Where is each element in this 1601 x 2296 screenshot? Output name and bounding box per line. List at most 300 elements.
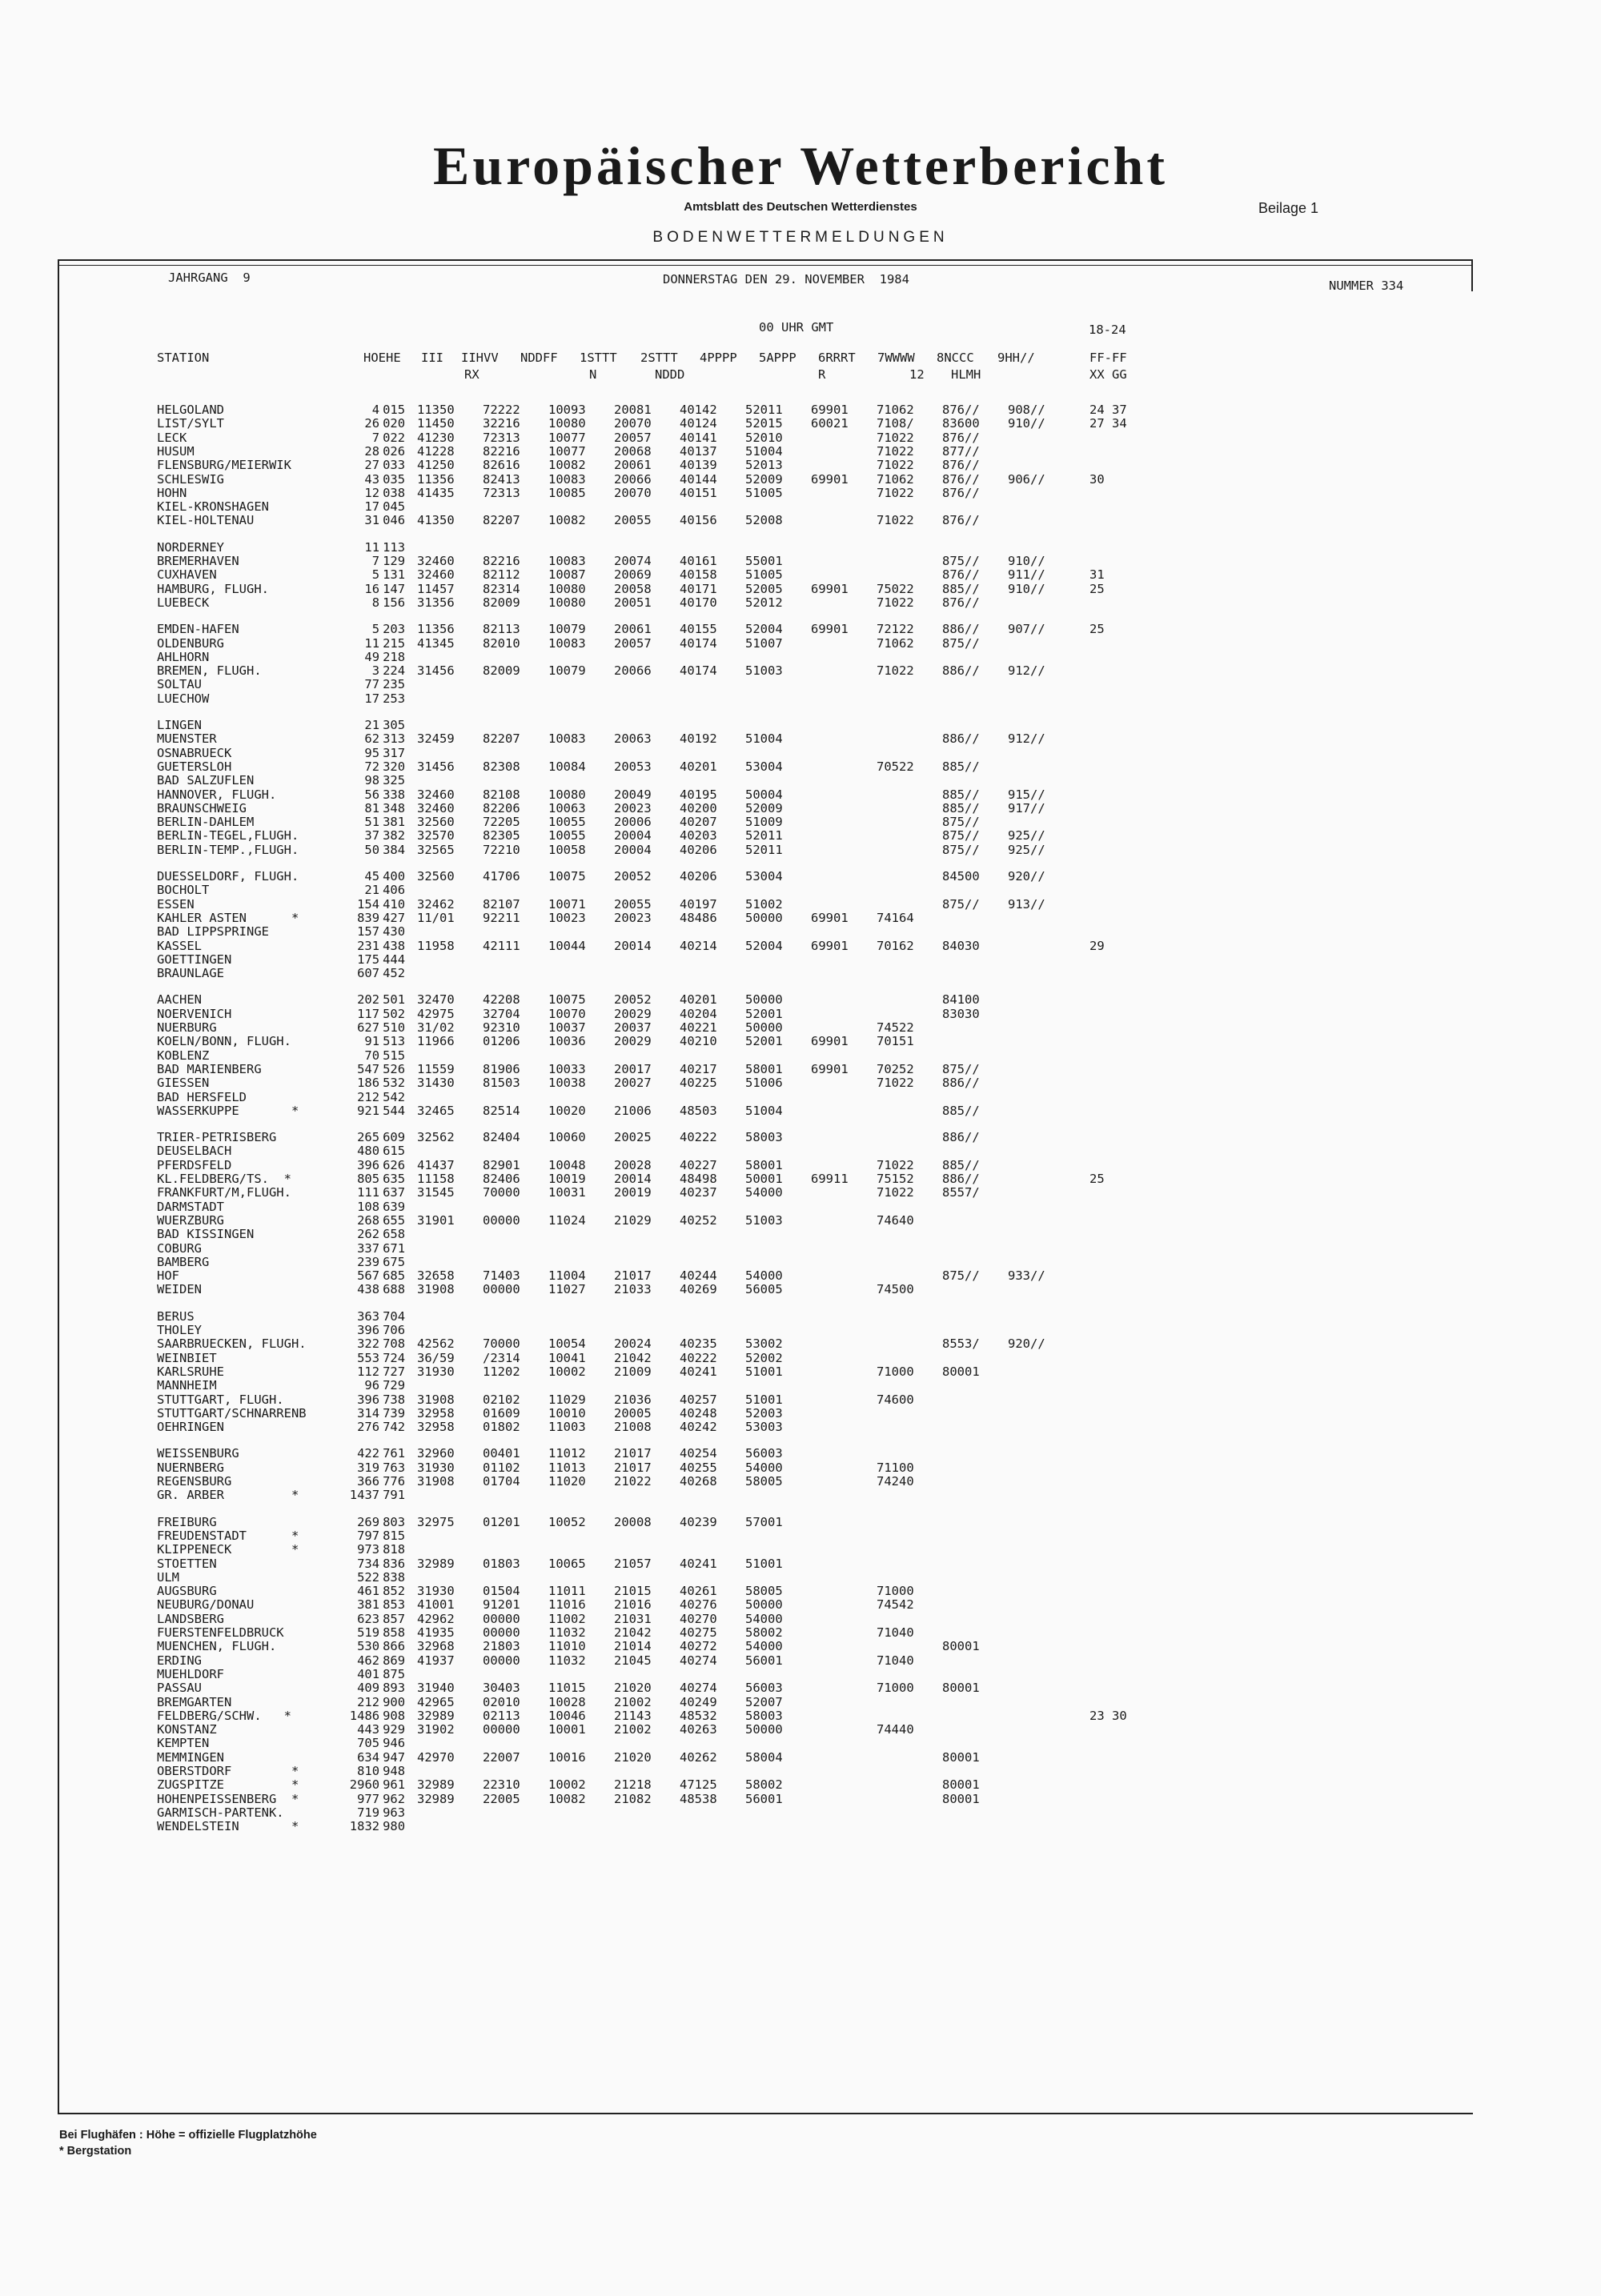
cell-col-10: 71022	[877, 443, 914, 459]
station-name: ESSEN	[157, 896, 195, 912]
cell-col-9: 69901	[811, 403, 849, 417]
cell-col-4: 21803	[483, 1639, 520, 1654]
cell-col-7: 40174	[680, 663, 717, 679]
cell-col-5: 10044	[548, 938, 586, 953]
cell-col-2: 035	[383, 471, 406, 487]
cell-col-5: 10048	[548, 1157, 586, 1172]
cell-col-8: 58003	[745, 1130, 783, 1145]
cell-col-10: 74240	[877, 1474, 914, 1489]
cell-col-10: 71062	[877, 471, 914, 487]
cell-col-3: 42962	[417, 1611, 455, 1626]
cell-col-12: 917//	[1008, 800, 1045, 815]
cell-col-2: 836	[383, 1556, 406, 1571]
cell-col-3: 31908	[417, 1392, 455, 1407]
cell-col-5: 10084	[548, 759, 586, 774]
station-name: OLDENBURG	[157, 635, 224, 651]
station-name: OBERSTDORF *	[157, 1764, 299, 1778]
cell-col-8: 52010	[745, 430, 783, 445]
cell-col-3: 32960	[417, 1446, 455, 1461]
cell-col-4: 82112	[483, 567, 520, 583]
cell-col-6: 21042	[614, 1625, 652, 1640]
station-name: ZUGSPITZE *	[157, 1777, 299, 1793]
cell-col-5: 10083	[548, 731, 586, 747]
cell-col-4: 72313	[483, 485, 520, 500]
cell-col-2: 615	[383, 1144, 406, 1159]
cell-col-1: 337	[357, 1240, 380, 1256]
cell-col-1: 17	[364, 691, 380, 706]
station-name: NOERVENICH	[157, 1006, 232, 1021]
cell-col-10: 74164	[877, 910, 914, 925]
station-name: HUSUM	[157, 443, 195, 459]
cell-col-7: 40274	[680, 1653, 717, 1668]
station-name: BERLIN-TEMP.,FLUGH.	[157, 842, 299, 857]
station-name: KARLSRUHE	[157, 1364, 224, 1379]
cell-col-7: 40124	[680, 416, 717, 431]
column-header: 2STTT	[640, 351, 678, 365]
cell-col-7: 40275	[680, 1625, 717, 1640]
cell-col-1: 11	[364, 635, 380, 651]
cell-col-12: 920//	[1008, 869, 1045, 884]
station-name: GR. ARBER *	[157, 1488, 299, 1503]
cell-col-10: 71022	[877, 595, 914, 610]
station-name: THOLEY	[157, 1323, 202, 1337]
cell-col-5: 10077	[548, 443, 586, 459]
cell-col-3: 32459	[417, 731, 455, 747]
cell-col-11: 875//	[942, 828, 980, 843]
cell-col-1: 805	[357, 1172, 380, 1186]
station-name: MANNHEIM	[157, 1378, 217, 1393]
cell-col-7: 40227	[680, 1157, 717, 1172]
cell-col-8: 51004	[745, 443, 783, 459]
cell-col-10: 74640	[877, 1212, 914, 1228]
station-name: WASSERKUPPE *	[157, 1103, 299, 1118]
cell-col-7: 40200	[680, 800, 717, 815]
cell-col-3: 32562	[417, 1130, 455, 1145]
cell-col-8: 50000	[745, 910, 783, 925]
cell-col-5: 10002	[548, 1364, 586, 1379]
cell-col-7: 40144	[680, 471, 717, 487]
cell-col-5: 10079	[548, 622, 586, 637]
cell-col-2: 929	[383, 1722, 406, 1737]
station-name: GARMISCH-PARTENK.	[157, 1805, 284, 1820]
station-name: NEUBURG/DONAU	[157, 1597, 255, 1613]
cell-col-1: 175	[357, 952, 380, 967]
cell-col-8: 52011	[745, 842, 783, 857]
cell-col-3: 41435	[417, 485, 455, 500]
cell-col-1: 70	[364, 1048, 380, 1063]
station-name: KOBLENZ	[157, 1048, 210, 1063]
cell-col-7: 40257	[680, 1392, 717, 1407]
cell-col-1: 519	[357, 1625, 380, 1640]
cell-col-3: 41230	[417, 430, 455, 445]
cell-col-7: 40235	[680, 1336, 717, 1352]
cell-col-6: 20055	[614, 513, 652, 528]
cell-col-8: 50000	[745, 1020, 783, 1035]
cell-col-12: 915//	[1008, 787, 1045, 802]
cell-col-3: 31930	[417, 1584, 455, 1599]
cell-col-10: 70162	[877, 938, 914, 953]
cell-col-10: 7108/	[877, 416, 914, 431]
cell-col-9: 69901	[811, 581, 849, 596]
cell-col-10: 75022	[877, 581, 914, 596]
cell-col-6: 21020	[614, 1681, 652, 1696]
cell-col-6: 20061	[614, 458, 652, 473]
cell-col-7: 40221	[680, 1020, 717, 1035]
cell-col-11: 885//	[942, 581, 980, 596]
cell-col-6: 20004	[614, 842, 652, 857]
cell-col-8: 52007	[745, 1694, 783, 1709]
station-name: FUERSTENFELDBRUCK	[157, 1625, 284, 1640]
cell-col-10: 74542	[877, 1597, 914, 1613]
cell-col-2: 706	[383, 1323, 406, 1337]
station-name: HOHN	[157, 485, 187, 500]
cell-col-1: 77	[364, 677, 380, 692]
cell-col-1: 977	[357, 1791, 380, 1806]
cell-col-2: 708	[383, 1336, 406, 1352]
cell-col-7: 40155	[680, 622, 717, 637]
station-name: NUERNBERG	[157, 1460, 224, 1475]
cell-col-4: 32216	[483, 416, 520, 431]
cell-col-2: 045	[383, 499, 406, 515]
cell-col-4: 30403	[483, 1681, 520, 1696]
cell-col-1: 401	[357, 1666, 380, 1681]
cell-col-5: 10075	[548, 869, 586, 884]
column-header: 1STTT	[580, 351, 617, 365]
station-name: WENDELSTEIN *	[157, 1819, 299, 1834]
cell-col-8: 56003	[745, 1681, 783, 1696]
cell-col-4: 00000	[483, 1722, 520, 1737]
cell-col-6: 20057	[614, 430, 652, 445]
cell-col-3: 42970	[417, 1749, 455, 1765]
cell-col-10: 71000	[877, 1681, 914, 1696]
cell-col-2: 609	[383, 1130, 406, 1145]
cell-col-1: 973	[357, 1542, 380, 1557]
cell-col-2: 948	[383, 1764, 406, 1778]
cell-col-11: 876//	[942, 485, 980, 500]
cell-col-1: 363	[357, 1308, 380, 1324]
cell-col-9: 69901	[811, 938, 849, 953]
cell-col-2: 015	[383, 403, 406, 417]
observation-time: 00 UHR GMT	[759, 320, 834, 335]
station-name: BRAUNSCHWEIG	[157, 800, 247, 815]
cell-col-10: 71022	[877, 458, 914, 473]
cell-col-1: 276	[357, 1420, 380, 1435]
station-name: AUGSBURG	[157, 1584, 217, 1599]
cell-col-3: 32470	[417, 992, 455, 1008]
cell-col-4: 72313	[483, 430, 520, 445]
cell-col-11: 80001	[942, 1791, 980, 1806]
cell-col-8: 50000	[745, 992, 783, 1008]
cell-col-2: 857	[383, 1611, 406, 1626]
cell-col-8: 51001	[745, 1392, 783, 1407]
cell-col-8: 58001	[745, 1157, 783, 1172]
cell-col-9: 69901	[811, 622, 849, 637]
cell-col-1: 396	[357, 1323, 380, 1337]
cell-col-2: 961	[383, 1777, 406, 1793]
cell-col-7: 48532	[680, 1708, 717, 1723]
cell-col-6: 21029	[614, 1212, 652, 1228]
cell-col-8: 52001	[745, 1034, 783, 1049]
cell-col-1: 5	[371, 567, 380, 583]
cell-col-5: 10080	[548, 595, 586, 610]
cell-col-11: 875//	[942, 1061, 980, 1076]
cell-col-6: 21082	[614, 1791, 652, 1806]
cell-col-3: 11158	[417, 1172, 455, 1186]
cell-col-1: 31	[364, 513, 380, 528]
cell-col-8: 58004	[745, 1749, 783, 1765]
cell-col-3: 31456	[417, 663, 455, 679]
cell-col-8: 50004	[745, 787, 783, 802]
cell-col-10: 72122	[877, 622, 914, 637]
cell-col-1: 623	[357, 1611, 380, 1626]
cell-col-7: 40137	[680, 443, 717, 459]
cell-col-6: 20019	[614, 1185, 652, 1200]
cell-col-2: 675	[383, 1254, 406, 1269]
frame-right-edge	[1471, 259, 1473, 291]
cell-col-6: 20074	[614, 554, 652, 568]
cell-col-5: 11003	[548, 1420, 586, 1435]
cell-col-10: 74500	[877, 1282, 914, 1297]
cell-col-4: 00401	[483, 1446, 520, 1461]
cell-col-7: 40156	[680, 513, 717, 528]
cell-col-12: 911//	[1008, 567, 1045, 583]
cell-col-6: 21143	[614, 1708, 652, 1723]
cell-col-8: 52011	[745, 828, 783, 843]
cell-col-4: 82413	[483, 471, 520, 487]
station-name: KOELN/BONN, FLUGH.	[157, 1034, 291, 1049]
page-subtitle: Amtsblatt des Deutschen Wetterdienstes	[684, 200, 917, 214]
cell-col-11: 886//	[942, 731, 980, 747]
station-name: STUTTGART/SCHNARRENB	[157, 1405, 307, 1420]
cell-col-9: 60021	[811, 416, 849, 431]
cell-col-1: 265	[357, 1130, 380, 1145]
cell-col-10: 74522	[877, 1020, 914, 1035]
cell-col-4: 70000	[483, 1336, 520, 1352]
cell-col-3: 32658	[417, 1268, 455, 1284]
station-name: REGENSBURG	[157, 1474, 232, 1489]
station-name: KL.FELDBERG/TS. *	[157, 1172, 291, 1186]
cell-col-11: 876//	[942, 567, 980, 583]
cell-col-12: 910//	[1008, 554, 1045, 568]
cell-col-8: 51004	[745, 1103, 783, 1118]
cell-col-10: 71000	[877, 1584, 914, 1599]
cell-col-4: 42208	[483, 992, 520, 1008]
cell-col-5: 10075	[548, 992, 586, 1008]
cell-col-5: 10080	[548, 787, 586, 802]
cell-col-11: 80001	[942, 1777, 980, 1793]
cell-col-10: 70151	[877, 1034, 914, 1049]
cell-col-4: 72210	[483, 842, 520, 857]
station-name: BAMBERG	[157, 1254, 210, 1269]
cell-col-6: 21033	[614, 1282, 652, 1297]
cell-col-1: 381	[357, 1597, 380, 1613]
cell-col-10: 71022	[877, 513, 914, 528]
cell-col-3: 32958	[417, 1405, 455, 1420]
cell-col-8: 52002	[745, 1350, 783, 1365]
station-name: LUEBECK	[157, 595, 210, 610]
cell-col-1: 268	[357, 1212, 380, 1228]
cell-col-3: 41250	[417, 458, 455, 473]
cell-col-2: 626	[383, 1157, 406, 1172]
station-name: LIST/SYLT	[157, 416, 224, 431]
cell-col-4: 82216	[483, 554, 520, 568]
cell-col-9: 69901	[811, 471, 849, 487]
cell-col-2: 444	[383, 952, 406, 967]
station-name: EMDEN-HAFEN	[157, 622, 239, 637]
cell-col-4: 00000	[483, 1212, 520, 1228]
cell-col-6: 20017	[614, 1061, 652, 1076]
cell-col-4: 01201	[483, 1514, 520, 1529]
cell-col-10: 74600	[877, 1392, 914, 1407]
cell-col-5: 10082	[548, 513, 586, 528]
cell-col-2: 305	[383, 718, 406, 732]
station-name: KEMPTEN	[157, 1736, 210, 1751]
cell-col-6: 21031	[614, 1611, 652, 1626]
cell-col-1: 553	[357, 1350, 380, 1365]
cell-col-11: 875//	[942, 635, 980, 651]
cell-col-11: 875//	[942, 815, 980, 830]
cell-col-4: 01802	[483, 1420, 520, 1435]
cell-col-3: 42965	[417, 1694, 455, 1709]
cell-col-3: 32560	[417, 815, 455, 830]
station-name: MUENCHEN, FLUGH.	[157, 1639, 277, 1654]
cell-col-2: 724	[383, 1350, 406, 1365]
cell-col-1: 396	[357, 1157, 380, 1172]
cell-col-2: 501	[383, 992, 406, 1008]
cell-col-6: 20028	[614, 1157, 652, 1172]
cell-col-7: 48498	[680, 1172, 717, 1186]
cell-col-2: 382	[383, 828, 406, 843]
cell-col-2: 635	[383, 1172, 406, 1186]
cell-col-3: 11450	[417, 416, 455, 431]
cell-col-6: 21057	[614, 1556, 652, 1571]
cell-col-13: 23 30	[1089, 1708, 1127, 1723]
station-name: BREMERHAVEN	[157, 554, 239, 568]
cell-col-7: 40206	[680, 869, 717, 884]
cell-col-6: 21002	[614, 1722, 652, 1737]
cell-col-5: 10055	[548, 815, 586, 830]
cell-col-1: 16	[364, 581, 380, 596]
cell-col-11: 84100	[942, 992, 980, 1008]
cell-col-4: 82901	[483, 1157, 520, 1172]
cell-col-3: 42562	[417, 1336, 455, 1352]
cell-col-1: 7	[371, 554, 380, 568]
cell-col-1: 705	[357, 1736, 380, 1751]
cell-col-2: 320	[383, 759, 406, 774]
cell-col-2: 544	[383, 1103, 406, 1118]
cell-col-7: 40255	[680, 1460, 717, 1475]
cell-col-3: 31930	[417, 1364, 455, 1379]
cell-col-11: 83030	[942, 1006, 980, 1021]
cell-col-7: 40195	[680, 787, 717, 802]
column-header: 8NCCC	[937, 351, 974, 365]
cell-col-2: 020	[383, 416, 406, 431]
section-title: BODENWETTERMELDUNGEN	[652, 229, 949, 246]
cell-col-12: 906//	[1008, 471, 1045, 487]
cell-col-6: 21022	[614, 1474, 652, 1489]
column-header: R	[818, 367, 826, 382]
column-header: 4PPPP	[700, 351, 737, 365]
cell-col-11: 876//	[942, 471, 980, 487]
cell-col-7: 40261	[680, 1584, 717, 1599]
cell-col-1: 239	[357, 1254, 380, 1269]
cell-col-2: 452	[383, 966, 406, 981]
cell-col-6: 20029	[614, 1034, 652, 1049]
page-title: Europäischer Wetterbericht	[432, 135, 1168, 196]
cell-col-5: 10002	[548, 1777, 586, 1793]
cell-col-5: 11002	[548, 1611, 586, 1626]
column-header: XX GG	[1089, 367, 1127, 382]
cell-col-6: 21014	[614, 1639, 652, 1654]
cell-col-9: 69911	[811, 1172, 849, 1186]
cell-col-8: 51005	[745, 485, 783, 500]
station-name: PFERDSFELD	[157, 1157, 232, 1172]
cell-col-2: 532	[383, 1076, 406, 1091]
cell-col-5: 10071	[548, 896, 586, 912]
cell-col-8: 52004	[745, 938, 783, 953]
cell-col-4: 82009	[483, 595, 520, 610]
cell-col-11: 886//	[942, 1172, 980, 1186]
column-header: HLMH	[951, 367, 981, 382]
cell-col-13: 25	[1089, 581, 1105, 596]
cell-col-4: 92211	[483, 910, 520, 925]
cell-col-3: 32975	[417, 1514, 455, 1529]
cell-col-7: 40272	[680, 1639, 717, 1654]
cell-col-5: 10020	[548, 1103, 586, 1118]
cell-col-6: 20057	[614, 635, 652, 651]
cell-col-3: 32462	[417, 896, 455, 912]
cell-col-4: 82406	[483, 1172, 520, 1186]
cell-col-7: 40270	[680, 1611, 717, 1626]
station-name: NUERBURG	[157, 1020, 217, 1035]
cell-col-10: 75152	[877, 1172, 914, 1186]
cell-col-4: 02113	[483, 1708, 520, 1723]
cell-col-6: 20051	[614, 595, 652, 610]
cell-col-3: 31356	[417, 595, 455, 610]
cell-col-6: 20069	[614, 567, 652, 583]
cell-col-1: 422	[357, 1446, 380, 1461]
cell-col-6: 20023	[614, 910, 652, 925]
cell-col-3: 32570	[417, 828, 455, 843]
cell-col-5: 11010	[548, 1639, 586, 1654]
cell-col-6: 20005	[614, 1405, 652, 1420]
cell-col-5: 10060	[548, 1130, 586, 1145]
cell-col-4: 91201	[483, 1597, 520, 1613]
cell-col-8: 55001	[745, 554, 783, 568]
cell-col-11: 80001	[942, 1749, 980, 1765]
station-name: BAD LIPPSPRINGE	[157, 924, 269, 940]
cell-col-4: 82010	[483, 635, 520, 651]
cell-col-11: 80001	[942, 1364, 980, 1379]
cell-col-1: 839	[357, 910, 380, 925]
station-name: PASSAU	[157, 1681, 202, 1696]
cell-col-4: 92310	[483, 1020, 520, 1035]
cell-col-6: 20004	[614, 828, 652, 843]
cell-col-4: 82207	[483, 513, 520, 528]
cell-col-1: 95	[364, 745, 380, 760]
cell-col-11: 876//	[942, 513, 980, 528]
column-header: NDDD	[655, 367, 685, 382]
cell-col-1: 607	[357, 966, 380, 981]
cell-col-1: 719	[357, 1805, 380, 1820]
cell-col-8: 51003	[745, 663, 783, 679]
cell-col-2: 729	[383, 1378, 406, 1393]
station-name: WEISSENBURG	[157, 1446, 239, 1461]
cell-col-10: 71022	[877, 1076, 914, 1091]
cell-col-3: 11457	[417, 581, 455, 596]
cell-col-3: 32465	[417, 1103, 455, 1118]
cell-col-8: 58001	[745, 1061, 783, 1076]
